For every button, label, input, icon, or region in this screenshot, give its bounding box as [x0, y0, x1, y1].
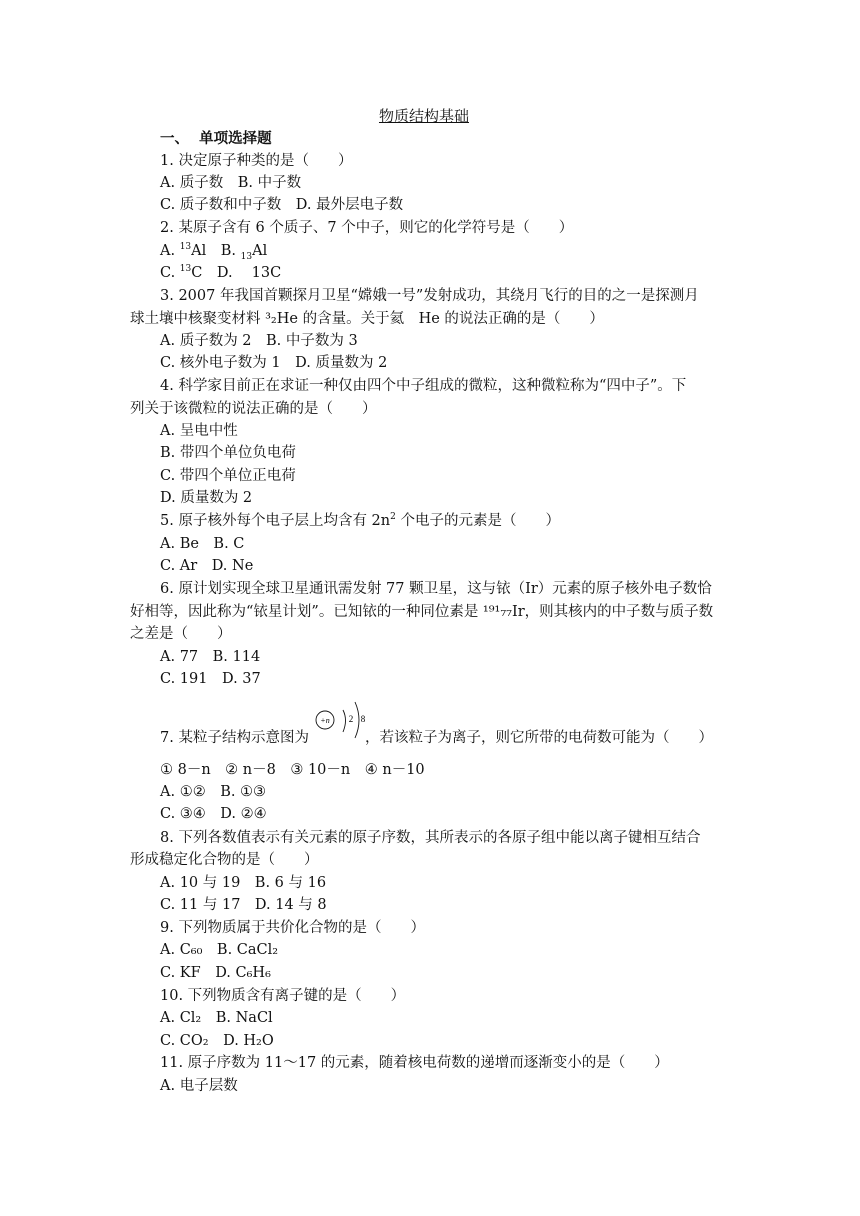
question-4-option-d: D. 质量数为 2 [160, 490, 253, 506]
page-title: 物质结构基础 [378, 107, 469, 125]
question-6-options-ab: A. 77 B. 114 [160, 649, 261, 665]
question-3-stem-line2: 球土壤中核聚变材料 ³₂He 的含量。关于氦 He 的说法正确的是（ ） [130, 311, 604, 327]
atomic-structure-diagram [315, 700, 375, 742]
question-6-stem-line3: 之差是（ ） [130, 626, 232, 642]
question-4-stem-line2: 列关于该微粒的说法正确的是（ ） [130, 401, 377, 417]
question-1-stem: 1. 决定原子种类的是（ ） [160, 153, 353, 169]
question-9-options-cd: C. KF D. C₆H₆ [160, 965, 271, 981]
question-2-options-cd: C. $^{13}$C D. 13C [160, 264, 282, 281]
question-5-options-ab: A. Be B. C [160, 536, 245, 552]
question-8-stem-line2: 形成稳定化合物的是（ ） [130, 852, 319, 868]
question-8-options-cd: C. 11 与 17 D. 14 与 8 [160, 897, 327, 913]
question-10-options-cd: C. CO₂ D. H₂O [160, 1033, 274, 1049]
diagram-shell-1-count: 2 [348, 714, 354, 724]
diagram-shell-2-count: 8 [360, 714, 366, 724]
question-6-stem-line2: 好相等，因此称为“铱星计划”。已知铱的一种同位素是 ¹⁹¹₇₇Ir，则其核内的中子数与质子数 [130, 604, 714, 620]
question-4-option-b: B. 带四个单位负电荷 [160, 445, 296, 461]
question-10-stem: 10. 下列物质含有离子键的是（ ） [160, 988, 406, 1004]
question-3-options-cd: C. 核外电子数为 1 D. 质量数为 2 [160, 355, 388, 371]
question-1-options-cd: C. 质子数和中子数 D. 最外层电子数 [160, 197, 404, 213]
question-7-options-cd: C. ③④ D. ②④ [160, 806, 267, 822]
question-8-options-ab: A. 10 与 19 B. 6 与 16 [160, 875, 327, 891]
question-4-stem-line1: 4. 科学家目前正在求证一种仅由四个中子组成的微粒，这种微粒称为“四中子”。下 [160, 378, 687, 394]
section-heading: 一、 单项选择题 [160, 130, 272, 147]
question-2-options-ab: A. $^{13}$Al B. $_{13}$Al [160, 242, 268, 262]
question-11-option-a: A. 电子层数 [160, 1078, 238, 1094]
question-4-option-c: C. 带四个单位正电荷 [160, 468, 296, 484]
question-10-options-ab: A. Cl₂ B. NaCl [160, 1010, 273, 1026]
question-7-stem: 7. 某粒子结构示意图为 ，若该粒子为离子，则它所带的电荷数可能为（ ） [160, 730, 713, 746]
question-1-options-ab: A. 质子数 B. 中子数 [160, 175, 302, 191]
question-9-options-ab: A. C₆₀ B. CaCl₂ [160, 942, 279, 958]
question-5-stem: 5. 原子核外每个电子层上均含有 $2n^2$ 个电子的元素是（ ） [160, 512, 560, 529]
question-3-options-ab: A. 质子数为 2 B. 中子数为 3 [160, 333, 358, 349]
question-6-stem-line1: 6. 原计划实现全球卫星通讯需发射 77 颗卫星，这与铱（Ir）元素的原子核外电子数恰 [160, 581, 712, 597]
question-3-stem-line1: 3. 2007 年我国首颗探月卫星“嫦娥一号”发射成功，其绕月飞行的目的之一是探测月 [160, 288, 699, 304]
question-8-stem-line1: 8. 下列各数值表示有关元素的原子序数，其所表示的各原子组中能以离子键相互结合 [160, 830, 701, 846]
question-7-options-ab: A. ①② B. ①③ [160, 784, 267, 800]
question-6-options-cd: C. 191 D. 37 [160, 671, 261, 687]
question-2-stem: 2. 某原子含有 6 个质子、7 个中子，则它的化学符号是（ ） [160, 220, 574, 236]
question-4-option-a: A. 呈电中性 [160, 423, 238, 439]
diagram-nucleus-label: +n [320, 716, 330, 725]
question-11-stem: 11. 原子序数为 11～17 的元素，随着核电荷数的递增而逐渐变小的是（ ） [160, 1055, 669, 1071]
question-7-choices: ① 8－n ② n－8 ③ 10－n ④ n－10 [160, 762, 425, 778]
question-5-options-cd: C. Ar D. Ne [160, 558, 254, 574]
question-9-stem: 9. 下列物质属于共价化合物的是（ ） [160, 920, 425, 936]
